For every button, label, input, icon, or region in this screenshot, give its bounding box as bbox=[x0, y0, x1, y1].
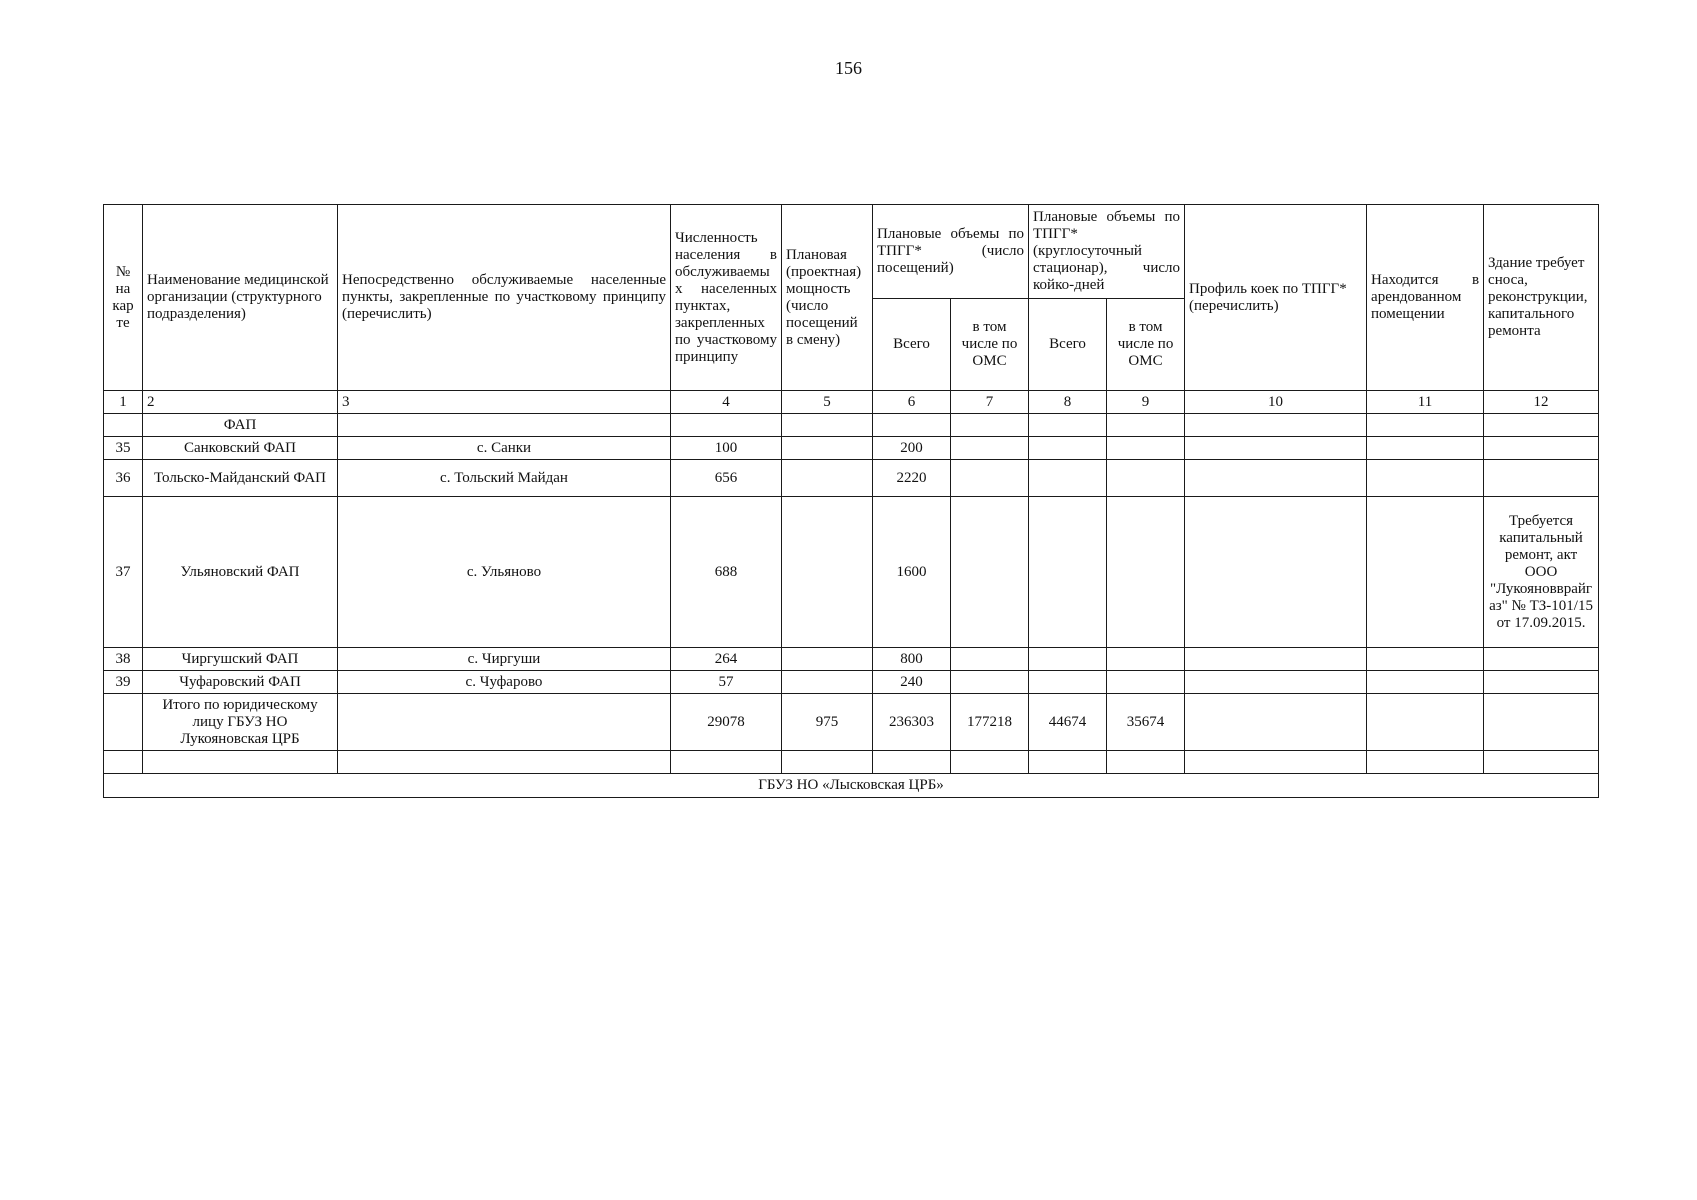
row-visits-total: 2220 bbox=[873, 460, 951, 497]
total-visits-oms: 177218 bbox=[951, 694, 1029, 751]
column-number: 3 bbox=[338, 391, 671, 414]
column-number-row bbox=[104, 391, 1599, 414]
row-capacity bbox=[782, 437, 873, 460]
header-row-1 bbox=[104, 205, 1599, 299]
row-profile bbox=[1185, 497, 1367, 648]
row-visits-oms bbox=[951, 437, 1029, 460]
column-number: 11 bbox=[1367, 391, 1484, 414]
row-beds-oms bbox=[1107, 460, 1185, 497]
row-points: с. Санки bbox=[338, 437, 671, 460]
table-row bbox=[104, 648, 1599, 671]
row-num: 35 bbox=[104, 437, 143, 460]
row-beds-total bbox=[1029, 497, 1107, 648]
row-repair bbox=[1484, 648, 1599, 671]
row-beds-oms bbox=[1107, 437, 1185, 460]
row-population: 100 bbox=[671, 437, 782, 460]
row-rented bbox=[1367, 497, 1484, 648]
header-capacity: Плановая (проектная) мощность (число посещений в смену) bbox=[782, 205, 873, 391]
row-population: 656 bbox=[671, 460, 782, 497]
header-group-stationary: Плановые объемы по ТПГГ* (круглосуточный стационар), число койко-дней bbox=[1029, 205, 1185, 299]
row-points: с. Чиргуши bbox=[338, 648, 671, 671]
row-visits-total: 200 bbox=[873, 437, 951, 460]
row-visits-total: 1600 bbox=[873, 497, 951, 648]
row-name: Чуфаровский ФАП bbox=[143, 671, 338, 694]
row-points: с. Тольский Майдан bbox=[338, 460, 671, 497]
header-group-visits: Плановые объемы по ТПГГ* (число посещений) bbox=[873, 205, 1029, 299]
section-row bbox=[104, 414, 1599, 437]
row-visits-oms bbox=[951, 648, 1029, 671]
column-number: 10 bbox=[1185, 391, 1367, 414]
column-number: 2 bbox=[143, 391, 338, 414]
row-rented bbox=[1367, 648, 1484, 671]
row-rented bbox=[1367, 671, 1484, 694]
row-visits-oms bbox=[951, 671, 1029, 694]
row-profile bbox=[1185, 671, 1367, 694]
row-num: 36 bbox=[104, 460, 143, 497]
table-row bbox=[104, 460, 1599, 497]
column-number: 12 bbox=[1484, 391, 1599, 414]
header-visits-total: Всего bbox=[873, 299, 951, 391]
total-beds-oms: 35674 bbox=[1107, 694, 1185, 751]
total-visits-total: 236303 bbox=[873, 694, 951, 751]
row-name: Санковский ФАП bbox=[143, 437, 338, 460]
page-number: 156 bbox=[835, 58, 862, 78]
row-population: 57 bbox=[671, 671, 782, 694]
header-org-name: Наименование медицинской организации (структурного подразделения) bbox=[143, 205, 338, 391]
row-capacity bbox=[782, 460, 873, 497]
row-beds-total bbox=[1029, 671, 1107, 694]
total-label: Итого по юридическому лицу ГБУЗ НО Лукояновская ЦРБ bbox=[143, 694, 338, 751]
row-beds-oms bbox=[1107, 671, 1185, 694]
header-served-points: Непосредственно обслуживаемые населенные пункты, закрепленные по участковому принципу (перечислить) bbox=[338, 205, 671, 391]
row-visits-oms bbox=[951, 460, 1029, 497]
row-profile bbox=[1185, 460, 1367, 497]
column-number: 9 bbox=[1107, 391, 1185, 414]
header-demolition: Здание требует сноса, реконструкции, капитального ремонта bbox=[1484, 205, 1599, 391]
row-beds-total bbox=[1029, 648, 1107, 671]
row-repair: Требуется капитальный ремонт, акт ООО "Лукояновврайгаз" № ТЗ-101/15 от 17.09.2015. bbox=[1484, 497, 1599, 648]
row-name: Тольско-Майданский ФАП bbox=[143, 460, 338, 497]
row-name: Чиргушский ФАП bbox=[143, 648, 338, 671]
header-bed-profile: Профиль коек по ТПГГ* (перечислить) bbox=[1185, 205, 1367, 391]
row-capacity bbox=[782, 497, 873, 648]
row-visits-oms bbox=[951, 497, 1029, 648]
row-visits-total: 800 bbox=[873, 648, 951, 671]
row-capacity bbox=[782, 671, 873, 694]
row-population: 264 bbox=[671, 648, 782, 671]
row-repair bbox=[1484, 671, 1599, 694]
row-population: 688 bbox=[671, 497, 782, 648]
row-profile bbox=[1185, 648, 1367, 671]
row-capacity bbox=[782, 648, 873, 671]
header-visits-oms: в том числе по ОМС bbox=[951, 299, 1029, 391]
section-label: ФАП bbox=[143, 414, 338, 437]
total-population: 29078 bbox=[671, 694, 782, 751]
table-row bbox=[104, 497, 1599, 648]
column-number: 5 bbox=[782, 391, 873, 414]
column-number: 6 bbox=[873, 391, 951, 414]
row-rented bbox=[1367, 460, 1484, 497]
next-org-title: ГБУЗ НО «Лысковская ЦРБ» bbox=[104, 774, 1599, 798]
row-beds-oms bbox=[1107, 648, 1185, 671]
row-beds-oms bbox=[1107, 497, 1185, 648]
next-org-row bbox=[104, 774, 1599, 798]
total-capacity: 975 bbox=[782, 694, 873, 751]
row-num: 37 bbox=[104, 497, 143, 648]
row-points: с. Чуфарово bbox=[338, 671, 671, 694]
row-visits-total: 240 bbox=[873, 671, 951, 694]
row-num: 39 bbox=[104, 671, 143, 694]
row-repair bbox=[1484, 437, 1599, 460]
header-num: № на кар те bbox=[104, 205, 143, 391]
header-beds-oms: в том числе по ОМС bbox=[1107, 299, 1185, 391]
column-number: 7 bbox=[951, 391, 1029, 414]
facilities-table bbox=[103, 204, 1599, 798]
column-number: 1 bbox=[104, 391, 143, 414]
header-rented: Находится в арендованном помещении bbox=[1367, 205, 1484, 391]
row-rented bbox=[1367, 437, 1484, 460]
row-repair bbox=[1484, 460, 1599, 497]
row-beds-total bbox=[1029, 460, 1107, 497]
row-num: 38 bbox=[104, 648, 143, 671]
empty-row bbox=[104, 751, 1599, 774]
total-row bbox=[104, 694, 1599, 751]
row-name: Ульяновский ФАП bbox=[143, 497, 338, 648]
row-points: с. Ульяново bbox=[338, 497, 671, 648]
total-beds-total: 44674 bbox=[1029, 694, 1107, 751]
table-row bbox=[104, 671, 1599, 694]
row-profile bbox=[1185, 437, 1367, 460]
table-row bbox=[104, 437, 1599, 460]
header-beds-total: Всего bbox=[1029, 299, 1107, 391]
row-beds-total bbox=[1029, 437, 1107, 460]
column-number: 8 bbox=[1029, 391, 1107, 414]
header-population: Численность населения в обслуживаемых населенных пунктах, закрепленных по участковому принципу bbox=[671, 205, 782, 391]
column-number: 4 bbox=[671, 391, 782, 414]
